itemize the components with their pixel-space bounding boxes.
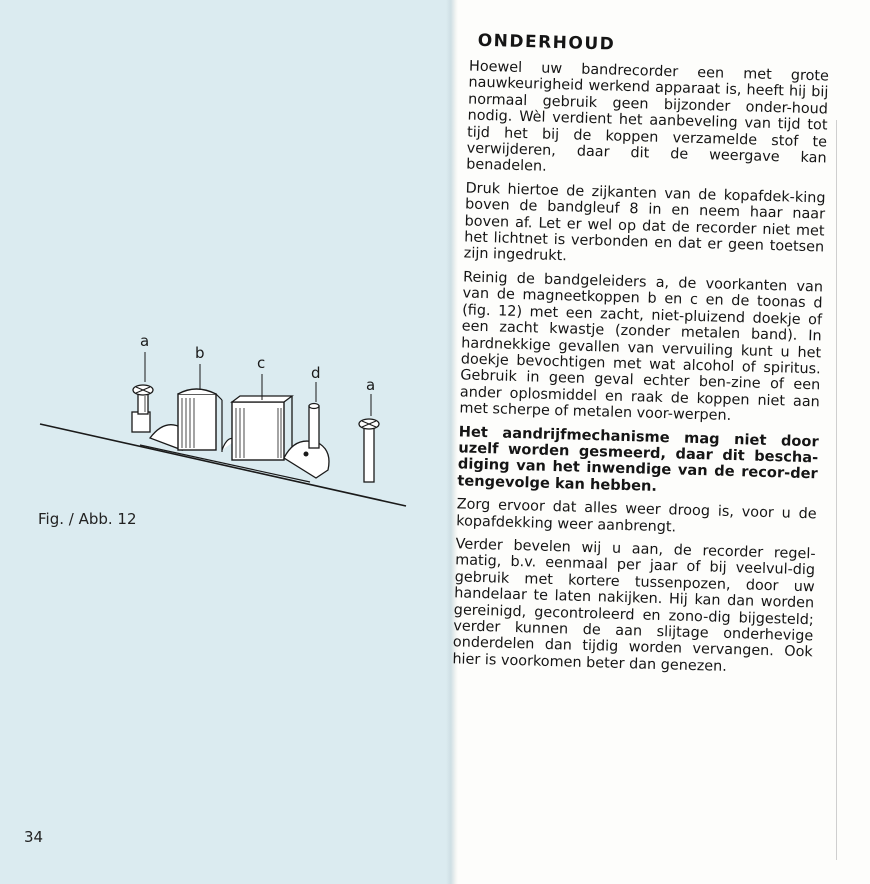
paragraph-service: Verder bevelen wij u aan, de recorder regel-matig, b.v. eenmaal per jaar of bij veelvul-dig gebruik met kortere tussenpozen, door uw handelaar te laten nakijken. Hij kan dan worden gereinigd, gecontroleerd en zono-dig bijgesteld; verder kunnen de aan slijtage onderhevige onderdelen dan tijdig worden vervangen. Ook hier is voorkomen beter dan genezen. (452, 536, 816, 675)
figure-label-d: d (311, 364, 321, 382)
page-edge-line (836, 120, 837, 860)
tape-head-figure (30, 330, 420, 520)
right-page-text (434, 30, 842, 685)
tape-guide-a-right (359, 419, 379, 482)
figure-label-c: c (257, 354, 266, 372)
paragraph-cleaning: Reinig de bandgeleiders a, de voorkanten van van de magneetkoppen b en c en de toonas d (fig. 12) met een zacht, niet-pluizend doekje of een zacht kwastje (zonder metalen band). In hardnekkige gevallen van vervuiling kunt u het doekje bevochtigen met wat alcohol of spiritus. Gebruik in geen geval echter ben-zine of een ander oplosmiddel en raak de koppen niet aan met scherpe of metalen voor-werpen. (459, 269, 824, 425)
figure-label-a-left: a (140, 332, 150, 350)
tape-guide-a-left (132, 385, 153, 432)
magnetic-head-c (222, 396, 292, 460)
paragraph-drying: Zorg ervoor dat alles weer droog is, voor u de kopafdekking weer aanbrengt. (456, 496, 817, 536)
paragraph-cover-removal: Druk hiertoe de zijkanten van de kopafdek-king boven de bandgleuf 8 in en neem haar naar boven af. Let er wel op dat de recorder niet met het lichtnet is verbonden en dat er geen toetsen zijn ingedrukt. (463, 180, 826, 265)
section-heading: ONDERHOUD (477, 30, 616, 55)
figure-caption: Fig. / Abb. 12 (38, 510, 137, 528)
paragraph-warning: Het aandrijfmechanisme mag niet door uzelf worden gesmeerd, daar dit bescha-diging van het inwendige van de recor-der tengevolge kan hebben. (457, 422, 819, 495)
figure-label-b: b (195, 344, 205, 362)
paragraph-intro: Hoewel uw bandrecorder een met grote nauwkeurigheid werkend apparaat is, heeft hij bij normaal gebruik geen bijzonder onder-houd nodig. Wèl verdient het aanbeveling van tijd tot tijd het bij de koppen verzamelde stof te verwijderen, daar dit de weergave kan benadelen. (466, 58, 830, 176)
deck-baseline (40, 424, 406, 506)
page-number: 34 (24, 828, 44, 846)
magnetic-head-b (150, 389, 222, 452)
capstan-d (284, 404, 329, 479)
figure-label-a-right: a (366, 376, 376, 394)
